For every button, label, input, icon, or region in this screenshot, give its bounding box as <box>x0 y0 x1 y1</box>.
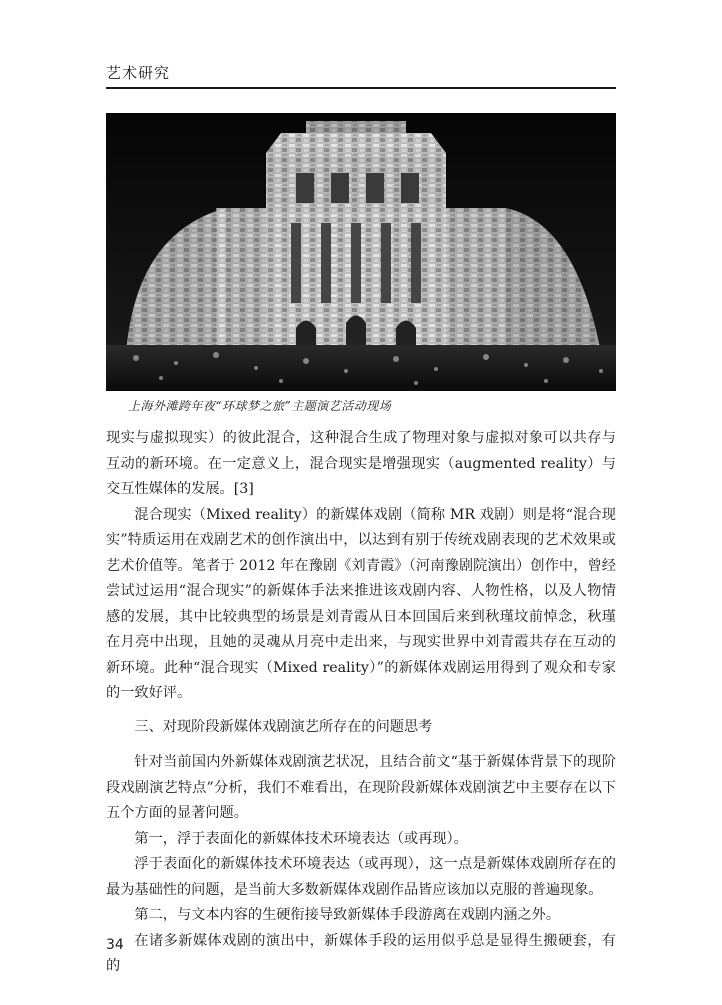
page-number: 34 <box>106 937 124 953</box>
paragraph: 浮于表面化的新媒体技术环境表达（或再现），这一点是新媒体戏剧所存在的最为基础性的问题，是当前大多数新媒体戏剧作品皆应该加以克服的普遍现象。 <box>106 856 616 898</box>
paragraph: 第二，与文本内容的生硬衔接导致新媒体手段游离在戏剧内涵之外。 <box>134 907 561 923</box>
paragraph: 现实与虚拟现实）的彼此混合，这种混合生成了物理对象与虚拟对象可以共存与互动的新环境。在一定意义上，混合现实是增强现实（augmented reality）与交互性媒体的发展。[3] <box>106 430 616 497</box>
paragraph: 混合现实（Mixed reality）的新媒体戏剧（简称 MR 戏剧）则是将“混合现实”特质运用在戏剧艺术的创作演出中，以达到有别于传统戏剧表现的艺术效果或艺术价值等。笔者于 2012 年在豫剧《刘青霞》（河南豫剧院演出）创作中，曾经尝试过运用“混合现实”的新媒体手法来推进该戏剧内容、人物性格，以及人物情感的发展，其中比较典型的场景是刘青霞从日本回国后来到秋瑾坟前悼念，秋瑾在月亮中出现，且她的灵魂从月亮中走出来，与现实世界中刘青霞共存在互动的新环境。此种“混合现实（Mixed reality）”的新媒体戏剧运用得到了观众和专家的一致好评。 <box>106 506 616 701</box>
projection-mapping-photo <box>106 113 616 391</box>
article-body <box>106 426 616 980</box>
running-header: 艺术研究 <box>106 64 171 82</box>
header-rule <box>106 87 616 89</box>
paragraph: 第一，浮于表面化的新媒体技术环境表达（或再现）。 <box>134 830 468 847</box>
section-heading: 三、对现阶段新媒体戏剧演艺所存在的问题思考 <box>134 718 433 735</box>
paragraph: 在诸多新媒体戏剧的演出中，新媒体手段的运用似乎总是显得生搬硬套，有的 <box>106 932 616 974</box>
paragraph: 针对当前国内外新媒体戏剧演艺状况，且结合前文“基于新媒体背景下的现阶段戏剧演艺特点”分析，我们不难看出，在现阶段新媒体戏剧演艺中主要存在以下五个方面的显著问题。 <box>106 754 616 821</box>
figure-caption: 上海外滩跨年夜“环球梦之旅”主题演艺活动现场 <box>128 399 392 413</box>
